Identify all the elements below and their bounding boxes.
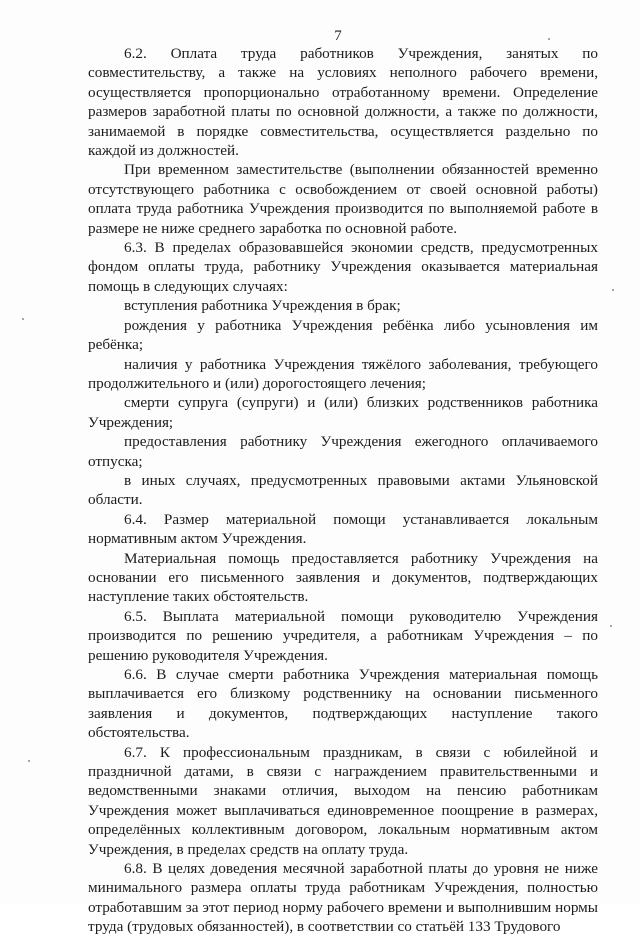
paragraph-6-6: 6.6. В случае смерти работника Учреждения материальная помощь выплачивается его близкому родственнику на основании письменного заявления и документов, подтверждающих наступление такого обстоятельства. xyxy=(88,666,598,742)
page-number: 7 xyxy=(334,28,342,44)
paragraph-6-4: 6.4. Размер материальной помощи устанавливается локальным нормативным актом Учреждения. xyxy=(88,510,598,548)
scan-speck xyxy=(22,318,24,320)
paragraph-6-5: 6.5. Выплата материальной помощи руководителю Учреждения производится по решению учредителя, а работникам Учреждения – по решению руководителя Учреждения. xyxy=(88,607,598,664)
scan-speck xyxy=(548,38,550,40)
list-item-child-birth: рождения у работника Учреждения ребёнка либо усыновления им ребёнка; xyxy=(88,316,598,354)
list-item-marriage: вступления работника Учреждения в брак; xyxy=(124,297,401,315)
list-item-other-cases: в иных случаях, предусмотренных правовыми актами Ульяновской области. xyxy=(88,471,598,509)
paragraph-6-7: 6.7. К профессиональным праздникам, в связи с юбилейной и праздничной датами, в связи с награждением правительственными и ведомственными знаками отличия, выходом на пенсию работникам Учреждения может выплачиваться единовременное поощрение в размерах, определённых коллективным договором, локальным нормативным актом Учреждения, в пределах средств на оплату труда. xyxy=(88,743,598,858)
scan-speck xyxy=(612,289,614,291)
scan-speck xyxy=(610,625,612,627)
paragraph-6-2: 6.2. Оплата труда работников Учреждения, занятых по совместительству, а также на условиях неполного рабочего времени, осуществляется пропорционально отработанному времени. Определение размеров заработной платы по основной должности, а также по должности, занимаемой в порядке совместительства, осуществляется раздельно по каждой из должностей. xyxy=(88,45,598,160)
paragraph-6-8: 6.8. В целях доведения месячной заработной платы до уровня не ниже минимального размера оплаты труда работникам Учреждения, полностью отработавшим за этот период норму рабочего времени и выполнившим нормы труда (трудовых обязанностей), в соответствии со статьёй 133 Трудового xyxy=(88,860,598,936)
scan-speck xyxy=(28,760,30,762)
list-item-death-of-relative: смерти супруга (супруги) и (или) близких родственников работника Учреждения; xyxy=(88,394,598,431)
list-item-annual-leave: предоставления работнику Учреждения ежегодного оплачиваемого отпуска; xyxy=(88,433,598,470)
paragraph-temporary-substitution: При временном заместительстве (выполнении обязанностей временно отсутствующего работника с освобождением от своей основной работы) оплата труда работника Учреждения производится по выполняемой работе в размере не ниже среднего заработка по основной работе. xyxy=(88,161,598,237)
document-body xyxy=(88,44,598,937)
list-item-illness: наличия у работника Учреждения тяжёлого заболевания, требующего продолжительного и (или) дорогостоящего лечения; xyxy=(88,355,598,392)
paragraph-6-3: 6.3. В пределах образовавшейся экономии средств, предусмотренных фондом оплаты труда, работнику Учреждения оказывается материальная помощь в следующих случаях: xyxy=(88,239,598,295)
paragraph-material-aid-basis: Материальная помощь предоставляется работнику Учреждения на основании его письменного заявления и документов, подтверждающих наступление таких обстоятельств. xyxy=(88,549,598,606)
